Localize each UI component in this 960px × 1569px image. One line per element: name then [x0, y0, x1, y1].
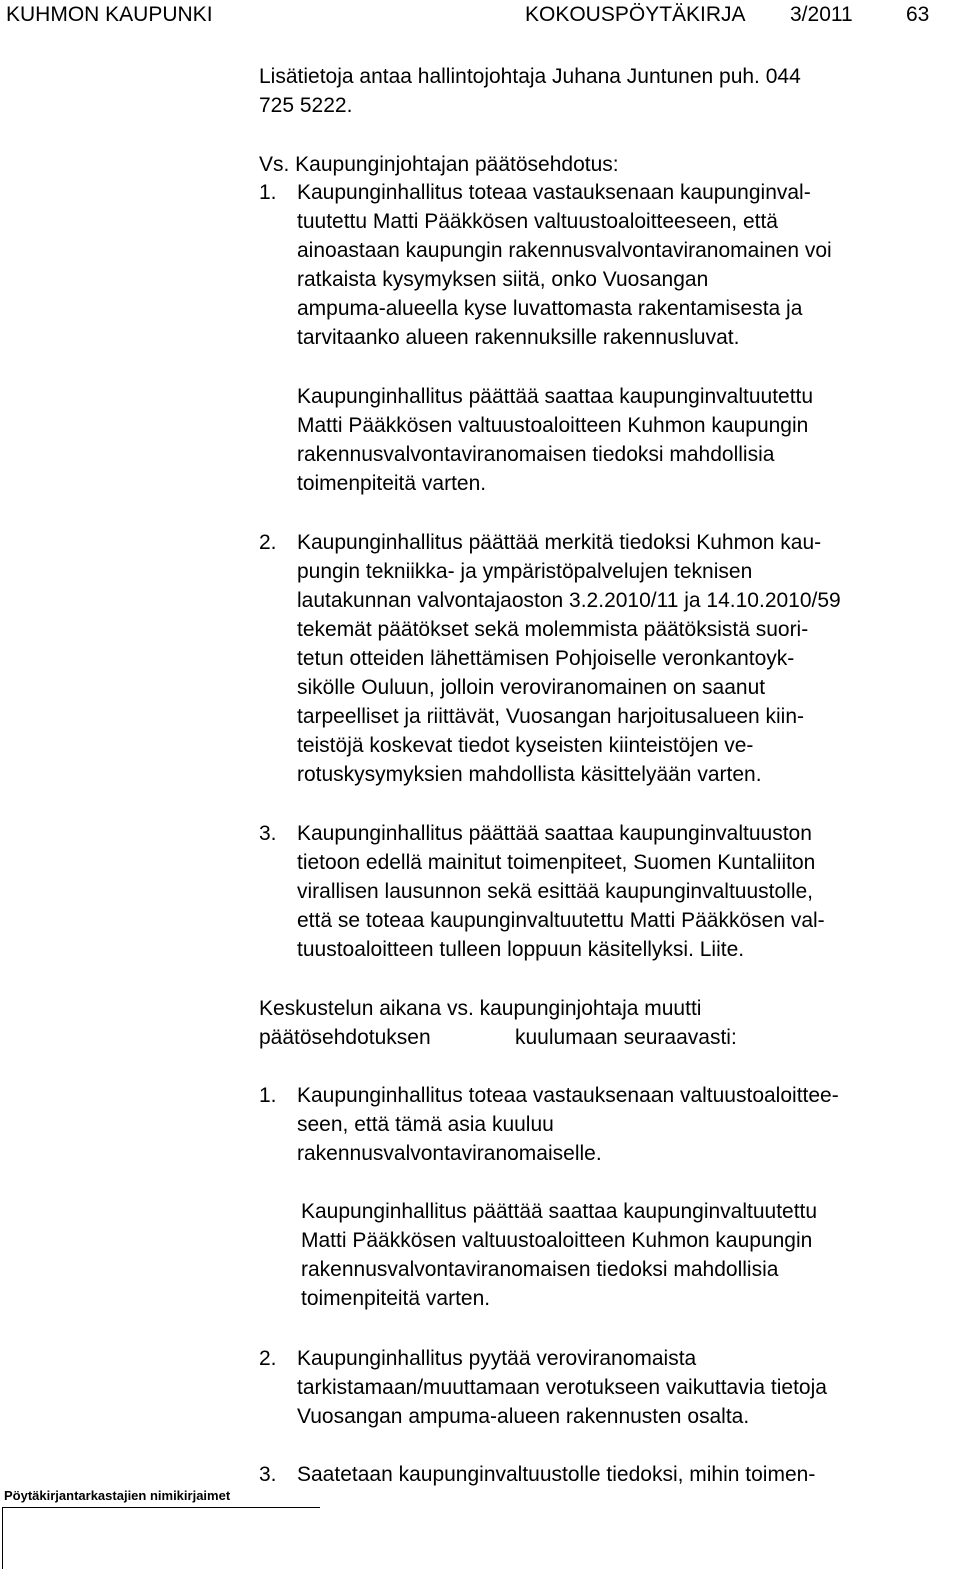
item-line: Kaupunginhallitus toteaa vastauksenaan valtuustoaloittee- [297, 1084, 839, 1107]
signature-box-left [2, 1507, 3, 1569]
item-line: tuutettu Matti Pääkkösen valtuustoaloitteeseen, että [297, 210, 778, 233]
item-line: rakennusvalvontaviranomaisen tiedoksi mahdollisia [301, 1258, 779, 1281]
item-number: 1. [259, 1084, 277, 1107]
item-number: 3. [259, 1463, 277, 1486]
item-line: Kaupunginhallitus päättää saattaa kaupunginvaltuuston [297, 822, 812, 845]
item-line: Matti Pääkkösen valtuustoaloitteen Kuhmon kaupungin [297, 414, 809, 437]
item-number: 2. [259, 1347, 277, 1370]
proposal-heading: Vs. Kaupunginjohtajan päätösehdotus: [259, 153, 619, 176]
signature-box-top [2, 1507, 320, 1508]
item-line: tetun otteiden lähettämisen Pohjoiselle veronkantoyk- [297, 647, 795, 670]
item-line: Kaupunginhallitus päättää saattaa kaupunginvaltuutettu [297, 385, 814, 408]
item-line: lautakunnan valvontajaoston 3.2.2010/11 ja 14.10.2010/59 [297, 589, 841, 612]
item-line: tietoon edellä mainitut toimenpiteet, Suomen Kuntaliiton [297, 851, 816, 874]
item-line: ratkaista kysymyksen siitä, onko Vuosangan [297, 268, 709, 291]
item-line: rakennusvalvontaviranomaiselle. [297, 1142, 602, 1165]
discussion-line: päätösehdotuksen [259, 1026, 431, 1049]
item-number: 3. [259, 822, 277, 845]
signature-label: Pöytäkirjantarkastajien nimikirjaimet [4, 1488, 231, 1503]
item-number: 1. [259, 181, 277, 204]
organization-name: KUHMON KAUPUNKI [6, 3, 213, 26]
item-line: ainoastaan kaupungin rakennusvalvontaviranomainen voi [297, 239, 832, 262]
item-line: Saatetaan kaupunginvaltuustolle tiedoksi, mihin toimen- [297, 1463, 816, 1486]
item-line: Kaupunginhallitus pyytää veroviranomaista [297, 1347, 697, 1370]
item-line: tuustoaloitteen tulleen loppuun käsitellyksi. Liite. [297, 938, 745, 961]
item-line: rakennusvalvontaviranomaisen tiedoksi mahdollisia [297, 443, 775, 466]
item-line: Kaupunginhallitus toteaa vastauksenaan kaupunginval- [297, 181, 811, 204]
item-line: tarpeelliset ja riittävät, Vuosangan harjoitusalueen kiin- [297, 705, 805, 728]
item-line: että se toteaa kaupunginvaltuutettu Matti Pääkkösen val- [297, 909, 825, 932]
page-number: 63 [906, 3, 930, 26]
item-number: 2. [259, 531, 277, 554]
item-line: ampuma-alueella kyse luvattomasta rakentamisesta ja [297, 297, 803, 320]
item-line: rotuskysymyksien mahdollista käsittelyään varten. [297, 763, 762, 786]
item-line: tarvitaanko alueen rakennuksille rakennusluvat. [297, 326, 740, 349]
item-line: Kaupunginhallitus päättää merkitä tiedoksi Kuhmon kau- [297, 531, 822, 554]
item-line: tekemät päätökset sekä molemmista päätöksistä suori- [297, 618, 809, 641]
document-type: KOKOUSPÖYTÄKIRJA [525, 3, 746, 26]
item-line: tarkistamaan/muuttamaan verotukseen vaikuttavia tietoja [297, 1376, 827, 1399]
item-line: teistöjä koskevat tiedot kyseisten kiinteistöjen ve- [297, 734, 754, 757]
item-line: toimenpiteitä varten. [301, 1287, 491, 1310]
item-line: toimenpiteitä varten. [297, 472, 487, 495]
discussion-line: kuulumaan seuraavasti: [515, 1026, 737, 1049]
info-line: Lisätietoja antaa hallintojohtaja Juhana Juntunen puh. 044 [259, 65, 801, 88]
info-line: 725 5222. [259, 94, 353, 117]
item-line: Matti Pääkkösen valtuustoaloitteen Kuhmon kaupungin [301, 1229, 813, 1252]
item-line: pungin tekniikka- ja ympäristöpalvelujen teknisen [297, 560, 753, 583]
item-line: sikölle Ouluun, jolloin veroviranomainen on saanut [297, 676, 766, 699]
meeting-number: 3/2011 [790, 3, 853, 26]
item-line: virallisen lausunnon sekä esittää kaupunginvaltuustolle, [297, 880, 813, 903]
item-line: Kaupunginhallitus päättää saattaa kaupunginvaltuutettu [301, 1200, 818, 1223]
item-line: seen, että tämä asia kuuluu [297, 1113, 554, 1136]
item-line: Vuosangan ampuma-alueen rakennusten osalta. [297, 1405, 750, 1428]
discussion-line: Keskustelun aikana vs. kaupunginjohtaja muutti [259, 997, 702, 1020]
